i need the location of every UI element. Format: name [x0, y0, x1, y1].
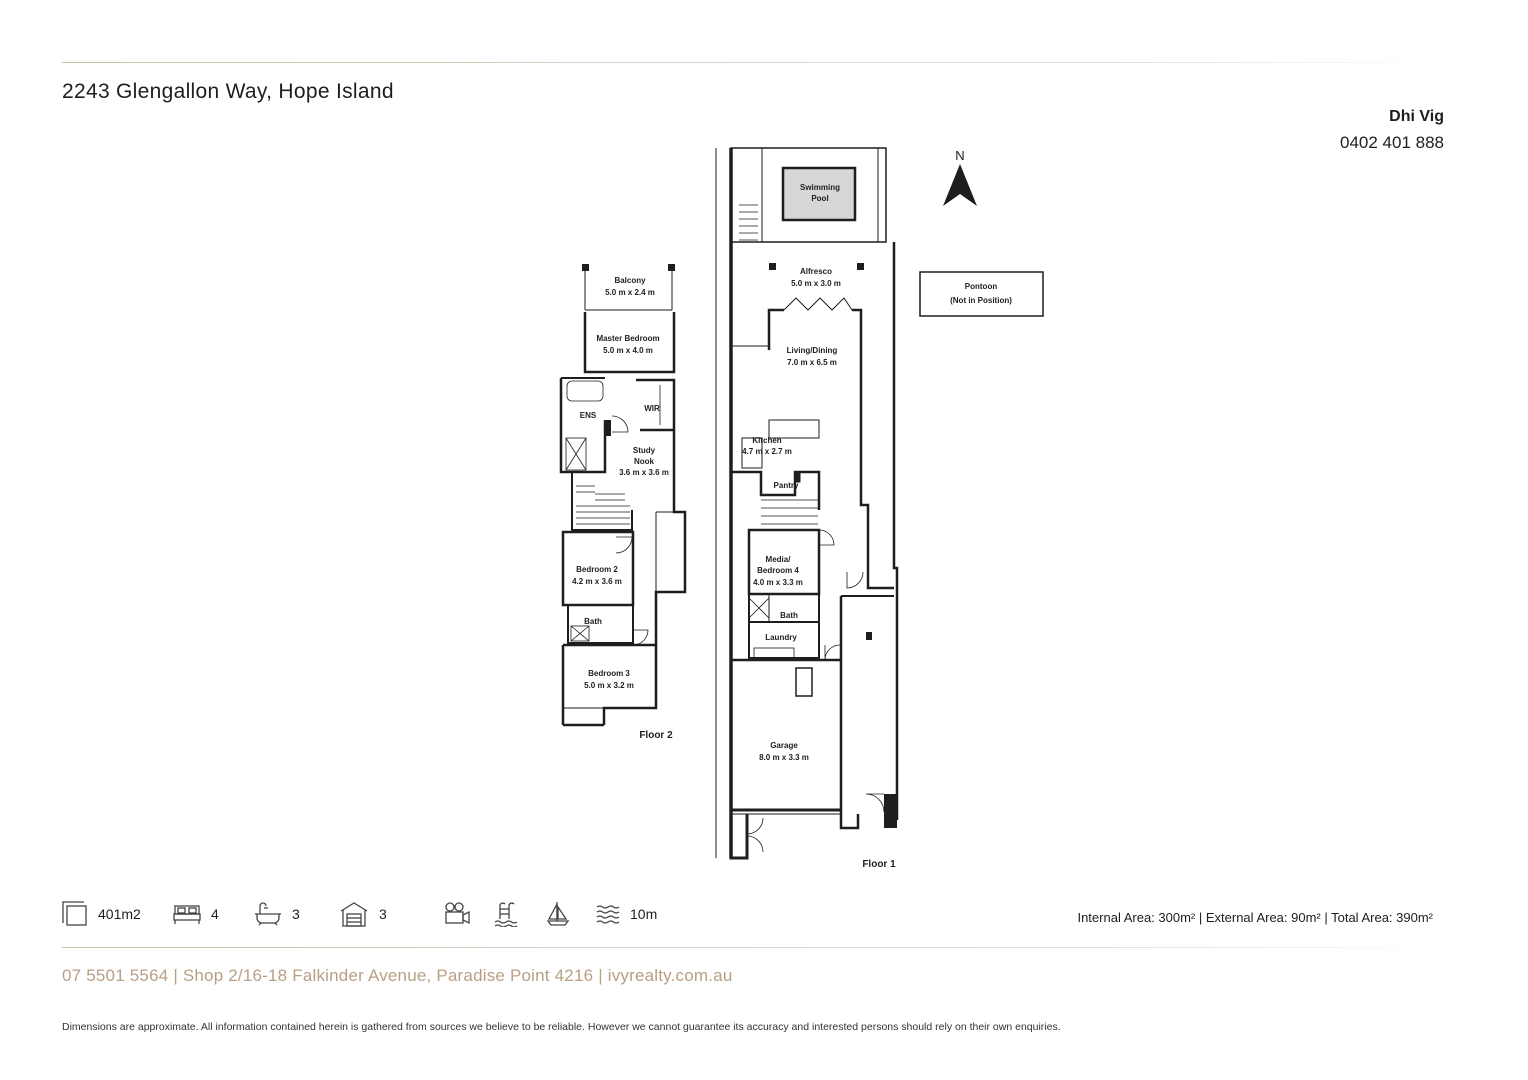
door-swing [747, 836, 763, 852]
garage-east-wall [841, 596, 858, 828]
bifold-door [784, 298, 852, 310]
door-swing [616, 537, 632, 553]
pool-steps [739, 205, 758, 240]
water-frontage-icon [596, 903, 620, 925]
bottom-divider [62, 947, 1442, 948]
bedroom3-label: Bedroom 3 [588, 669, 630, 678]
alfresco-post [769, 263, 776, 270]
pantry-label: Pantry [773, 481, 799, 490]
feature-garage [339, 900, 387, 928]
pontoon-note: (Not in Position) [950, 296, 1012, 305]
north-arrow-icon [943, 148, 977, 206]
alfresco-size: 5.0 m x 3.0 m [791, 279, 841, 288]
feature-boat [546, 900, 570, 928]
pontoon-label: Pontoon [964, 282, 998, 291]
agency-contact: 07 5501 5564 | Shop 2/16-18 Falkinder Avenue, Paradise Point 4216 | ivyrealty.com.au [62, 966, 733, 985]
alfresco-label: Alfresco [799, 267, 833, 276]
land-area-value: 401m2 [98, 906, 141, 922]
floor1-plan [716, 148, 897, 858]
study-nook-label: Study [632, 446, 656, 455]
bedroom3-size: 5.0 m x 3.2 m [584, 681, 634, 690]
disclaimer: Dimensions are approximate. All information contained herein is gathered from sources we believe to be reliable. However we cannot guarantee its accuracy and interested persons should rely on their own enquiries. [62, 1021, 1061, 1033]
floor1-stairs [761, 500, 818, 530]
garage-size: 8.0 m x 3.3 m [759, 753, 809, 762]
master-bedroom-label: Master Bedroom [596, 334, 660, 343]
door-swing [847, 572, 863, 588]
door-swing [866, 794, 884, 812]
balcony-post [582, 264, 589, 271]
media-label: Media/ [765, 555, 791, 564]
living-dining-size: 7.0 m x 6.5 m [787, 358, 837, 367]
bathtub [567, 381, 603, 401]
bedroom2-size: 4.2 m x 3.6 m [572, 577, 622, 586]
pool-icon [494, 901, 518, 927]
wall-stub [604, 420, 611, 436]
living-dining-label: Living/Dining [786, 346, 838, 355]
ens-label: ENS [579, 411, 597, 420]
door-swing [747, 818, 763, 834]
floor2-label: Floor 2 [639, 730, 673, 741]
balcony-post [668, 264, 675, 271]
column [866, 632, 872, 640]
feature-pool [494, 900, 518, 928]
kitchen-size: 4.7 m x 2.7 m [742, 447, 792, 456]
feature-bedrooms [173, 900, 219, 928]
bed-icon [173, 903, 201, 925]
door-swing [633, 630, 648, 645]
living-wall [769, 310, 784, 350]
floor2-stairs [576, 486, 630, 524]
feature-land-area [62, 900, 141, 928]
media-label: Bedroom 4 [757, 566, 799, 575]
bedrooms-value: 4 [211, 906, 219, 922]
media-room-icon [444, 902, 470, 926]
study-nook-size: 3.6 m x 3.6 m [619, 468, 669, 477]
agent-name: Dhi Vig [1389, 108, 1444, 125]
balcony-size: 5.0 m x 2.4 m [605, 288, 655, 297]
study-nook-label: Nook [634, 457, 654, 466]
land-area-icon [62, 901, 88, 927]
wir-label: WIR [644, 404, 660, 413]
ensuite-walls [561, 378, 605, 472]
laundry-label: Laundry [765, 633, 797, 642]
garage-label: Garage [770, 741, 798, 750]
bathrooms-value: 3 [292, 906, 300, 922]
floor2-east-wall [656, 430, 685, 645]
water-frontage-value: 10m [630, 906, 658, 922]
agent-phone: 0402 401 888 [1340, 133, 1444, 152]
pool-label: Swimming [799, 183, 841, 192]
boat-icon [546, 901, 570, 927]
feature-media-room [444, 900, 470, 928]
floor1-label: Floor 1 [862, 859, 896, 870]
feature-water-frontage [596, 900, 657, 928]
compass-label: N [955, 148, 965, 163]
pontoon-box [920, 272, 1043, 316]
door-swing [825, 645, 840, 660]
garage-icon [339, 901, 369, 927]
property-address: 2243 Glengallon Way, Hope Island [62, 80, 394, 103]
alfresco-post [857, 263, 864, 270]
stair-walls [572, 472, 632, 530]
media-size: 4.0 m x 3.3 m [753, 578, 803, 587]
garage-pillar [796, 668, 812, 696]
bath-label: Bath [780, 611, 798, 620]
meter-box [884, 794, 897, 828]
garage-value: 3 [379, 906, 387, 922]
bedroom2-label: Bedroom 2 [576, 565, 618, 574]
living-east-wall [852, 310, 894, 588]
area-summary: Internal Area: 300m² | External Area: 90m² | Total Area: 390m² [1077, 910, 1433, 925]
balcony-label: Balcony [614, 276, 646, 285]
bath-icon [254, 902, 282, 926]
laundry-bench [754, 648, 794, 658]
bath2-label: Bath [584, 617, 602, 626]
floor1-east-wall [894, 242, 897, 820]
master-bedroom-size: 5.0 m x 4.0 m [603, 346, 653, 355]
entry-walls [731, 814, 747, 858]
door-swing [612, 416, 628, 432]
feature-bathrooms [254, 900, 300, 928]
kitchen-label: Kitchen [752, 436, 782, 445]
door-swing [819, 530, 834, 545]
pool-label: Pool [811, 194, 829, 203]
kitchen-walls [731, 472, 819, 510]
